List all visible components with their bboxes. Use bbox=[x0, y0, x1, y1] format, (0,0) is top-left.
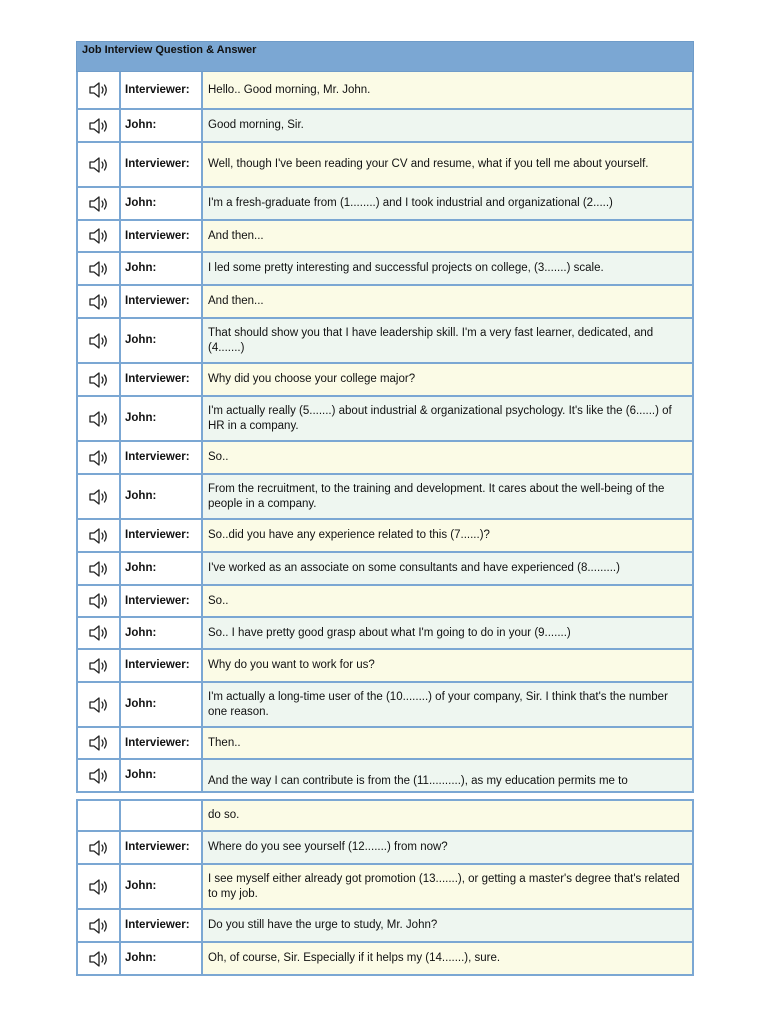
audio-cell[interactable] bbox=[76, 586, 119, 618]
speaker-label: Interviewer: bbox=[119, 72, 201, 110]
dialogue-row bbox=[76, 553, 694, 586]
speaker-label: Interviewer: bbox=[119, 286, 201, 319]
dialogue-text: So..did you have any experience related to this (7......)? bbox=[201, 520, 694, 553]
speaker-icon[interactable] bbox=[87, 560, 111, 578]
audio-cell[interactable] bbox=[76, 143, 119, 188]
speaker-label: Interviewer: bbox=[119, 364, 201, 397]
speaker-label: John: bbox=[119, 683, 201, 728]
speaker-label: John: bbox=[119, 553, 201, 586]
dialogue-sheet bbox=[76, 41, 694, 976]
audio-cell[interactable] bbox=[76, 221, 119, 253]
dialogue-text: From the recruitment, to the training and development. It cares about the well-being of the people in a company. bbox=[201, 475, 694, 520]
speaker-icon[interactable] bbox=[87, 839, 111, 857]
speaker-icon[interactable] bbox=[87, 332, 111, 350]
dialogue-text: Where do you see yourself (12.......) from now? bbox=[201, 832, 694, 865]
dialogue-table-part1 bbox=[76, 72, 694, 793]
dialogue-text: Then.. bbox=[201, 728, 694, 760]
speaker-icon[interactable] bbox=[87, 449, 111, 467]
audio-cell[interactable] bbox=[76, 397, 119, 442]
dialogue-row bbox=[76, 72, 694, 110]
dialogue-text: So.. bbox=[201, 586, 694, 618]
dialogue-row bbox=[76, 397, 694, 442]
dialogue-row bbox=[76, 760, 694, 793]
dialogue-text: So.. bbox=[201, 442, 694, 475]
audio-cell[interactable] bbox=[76, 728, 119, 760]
speaker-label: John: bbox=[119, 943, 201, 976]
speaker-icon[interactable] bbox=[87, 624, 111, 642]
dialogue-row bbox=[76, 586, 694, 618]
audio-cell[interactable] bbox=[76, 650, 119, 683]
speaker-label: John: bbox=[119, 253, 201, 286]
speaker-icon[interactable] bbox=[87, 767, 111, 785]
audio-cell[interactable] bbox=[76, 110, 119, 143]
speaker-label: John: bbox=[119, 865, 201, 910]
speaker-icon[interactable] bbox=[87, 156, 111, 174]
audio-cell[interactable] bbox=[76, 943, 119, 976]
dialogue-text: And then... bbox=[201, 221, 694, 253]
speaker-icon[interactable] bbox=[87, 917, 111, 935]
audio-cell[interactable] bbox=[76, 832, 119, 865]
audio-cell bbox=[76, 799, 119, 832]
dialogue-text: That should show you that I have leadership skill. I'm a very fast learner, dedicated, and (4.......) bbox=[201, 319, 694, 364]
dialogue-row bbox=[76, 475, 694, 520]
dialogue-row bbox=[76, 143, 694, 188]
dialogue-row bbox=[76, 799, 694, 832]
dialogue-text: Good morning, Sir. bbox=[201, 110, 694, 143]
speaker-label: Interviewer: bbox=[119, 832, 201, 865]
audio-cell[interactable] bbox=[76, 188, 119, 221]
dialogue-row bbox=[76, 728, 694, 760]
speaker-icon[interactable] bbox=[87, 260, 111, 278]
dialogue-text: I'm a fresh-graduate from (1........) and I took industrial and organizational (2.....) bbox=[201, 188, 694, 221]
speaker-icon[interactable] bbox=[87, 878, 111, 896]
speaker-icon[interactable] bbox=[87, 195, 111, 213]
speaker-label: John: bbox=[119, 760, 201, 793]
dialogue-row bbox=[76, 683, 694, 728]
dialogue-row bbox=[76, 319, 694, 364]
dialogue-text: I see myself either already got promotion (13.......), or getting a master's degree that's related to my job. bbox=[201, 865, 694, 910]
speaker-label: Interviewer: bbox=[119, 520, 201, 553]
dialogue-row bbox=[76, 618, 694, 650]
speaker-icon[interactable] bbox=[87, 81, 111, 99]
dialogue-text: I led some pretty interesting and successful projects on college, (3.......) scale. bbox=[201, 253, 694, 286]
speaker-label: John: bbox=[119, 110, 201, 143]
speaker-icon[interactable] bbox=[87, 950, 111, 968]
audio-cell[interactable] bbox=[76, 319, 119, 364]
dialogue-text: Why do you want to work for us? bbox=[201, 650, 694, 683]
speaker-label: Interviewer: bbox=[119, 221, 201, 253]
speaker-label: Interviewer: bbox=[119, 586, 201, 618]
audio-cell[interactable] bbox=[76, 286, 119, 319]
dialogue-text: I'm actually really (5.......) about industrial & organizational psychology. It's like the (6......) of HR in a company. bbox=[201, 397, 694, 442]
dialogue-text: Hello.. Good morning, Mr. John. bbox=[201, 72, 694, 110]
audio-cell[interactable] bbox=[76, 760, 119, 793]
speaker-label: Interviewer: bbox=[119, 728, 201, 760]
dialogue-row bbox=[76, 442, 694, 475]
audio-cell[interactable] bbox=[76, 475, 119, 520]
speaker-label: Interviewer: bbox=[119, 442, 201, 475]
dialogue-table-part2 bbox=[76, 799, 694, 976]
speaker-label: John: bbox=[119, 475, 201, 520]
dialogue-row bbox=[76, 188, 694, 221]
dialogue-row bbox=[76, 520, 694, 553]
dialogue-row bbox=[76, 110, 694, 143]
dialogue-row bbox=[76, 286, 694, 319]
speaker-icon[interactable] bbox=[87, 734, 111, 752]
speaker-icon[interactable] bbox=[87, 696, 111, 714]
dialogue-text: I've worked as an associate on some consultants and have experienced (8.........) bbox=[201, 553, 694, 586]
speaker-label: John: bbox=[119, 397, 201, 442]
audio-cell[interactable] bbox=[76, 520, 119, 553]
speaker-icon[interactable] bbox=[87, 657, 111, 675]
speaker-icon[interactable] bbox=[87, 371, 111, 389]
speaker-label: Interviewer: bbox=[119, 910, 201, 943]
speaker-label: John: bbox=[119, 188, 201, 221]
dialogue-row bbox=[76, 943, 694, 976]
dialogue-text: Do you still have the urge to study, Mr. John? bbox=[201, 910, 694, 943]
dialogue-text: Well, though I've been reading your CV and resume, what if you tell me about yourself. bbox=[201, 143, 694, 188]
audio-cell[interactable] bbox=[76, 683, 119, 728]
dialogue-row bbox=[76, 910, 694, 943]
audio-cell[interactable] bbox=[76, 72, 119, 110]
speaker-icon[interactable] bbox=[87, 117, 111, 135]
audio-cell[interactable] bbox=[76, 364, 119, 397]
speaker-icon[interactable] bbox=[87, 227, 111, 245]
dialogue-row bbox=[76, 650, 694, 683]
audio-cell[interactable] bbox=[76, 865, 119, 910]
dialogue-row bbox=[76, 865, 694, 910]
speaker-label: John: bbox=[119, 319, 201, 364]
dialogue-text: And then... bbox=[201, 286, 694, 319]
speaker-label: Interviewer: bbox=[119, 650, 201, 683]
dialogue-text: Oh, of course, Sir. Especially if it helps my (14.......), sure. bbox=[201, 943, 694, 976]
dialogue-row bbox=[76, 221, 694, 253]
audio-cell[interactable] bbox=[76, 910, 119, 943]
speaker-icon[interactable] bbox=[87, 293, 111, 311]
speaker-label: John: bbox=[119, 618, 201, 650]
speaker-icon[interactable] bbox=[87, 592, 111, 610]
speaker-icon[interactable] bbox=[87, 527, 111, 545]
dialogue-text: I'm actually a long-time user of the (10........) of your company, Sir. I think that's the number one reason. bbox=[201, 683, 694, 728]
dialogue-row bbox=[76, 364, 694, 397]
speaker-label: Interviewer: bbox=[119, 143, 201, 188]
audio-cell[interactable] bbox=[76, 442, 119, 475]
dialogue-text: And the way I can contribute is from the (11..........), as my education permits me to bbox=[201, 760, 694, 793]
speaker-icon[interactable] bbox=[87, 410, 111, 428]
dialogue-row bbox=[76, 832, 694, 865]
dialogue-row bbox=[76, 253, 694, 286]
document-title: Job Interview Question & Answer bbox=[76, 41, 694, 72]
speaker-icon[interactable] bbox=[87, 488, 111, 506]
audio-cell[interactable] bbox=[76, 618, 119, 650]
dialogue-text: do so. bbox=[201, 799, 694, 832]
audio-cell[interactable] bbox=[76, 253, 119, 286]
audio-cell[interactable] bbox=[76, 553, 119, 586]
speaker-label bbox=[119, 799, 201, 832]
dialogue-text: Why did you choose your college major? bbox=[201, 364, 694, 397]
dialogue-text: So.. I have pretty good grasp about what I'm going to do in your (9.......) bbox=[201, 618, 694, 650]
